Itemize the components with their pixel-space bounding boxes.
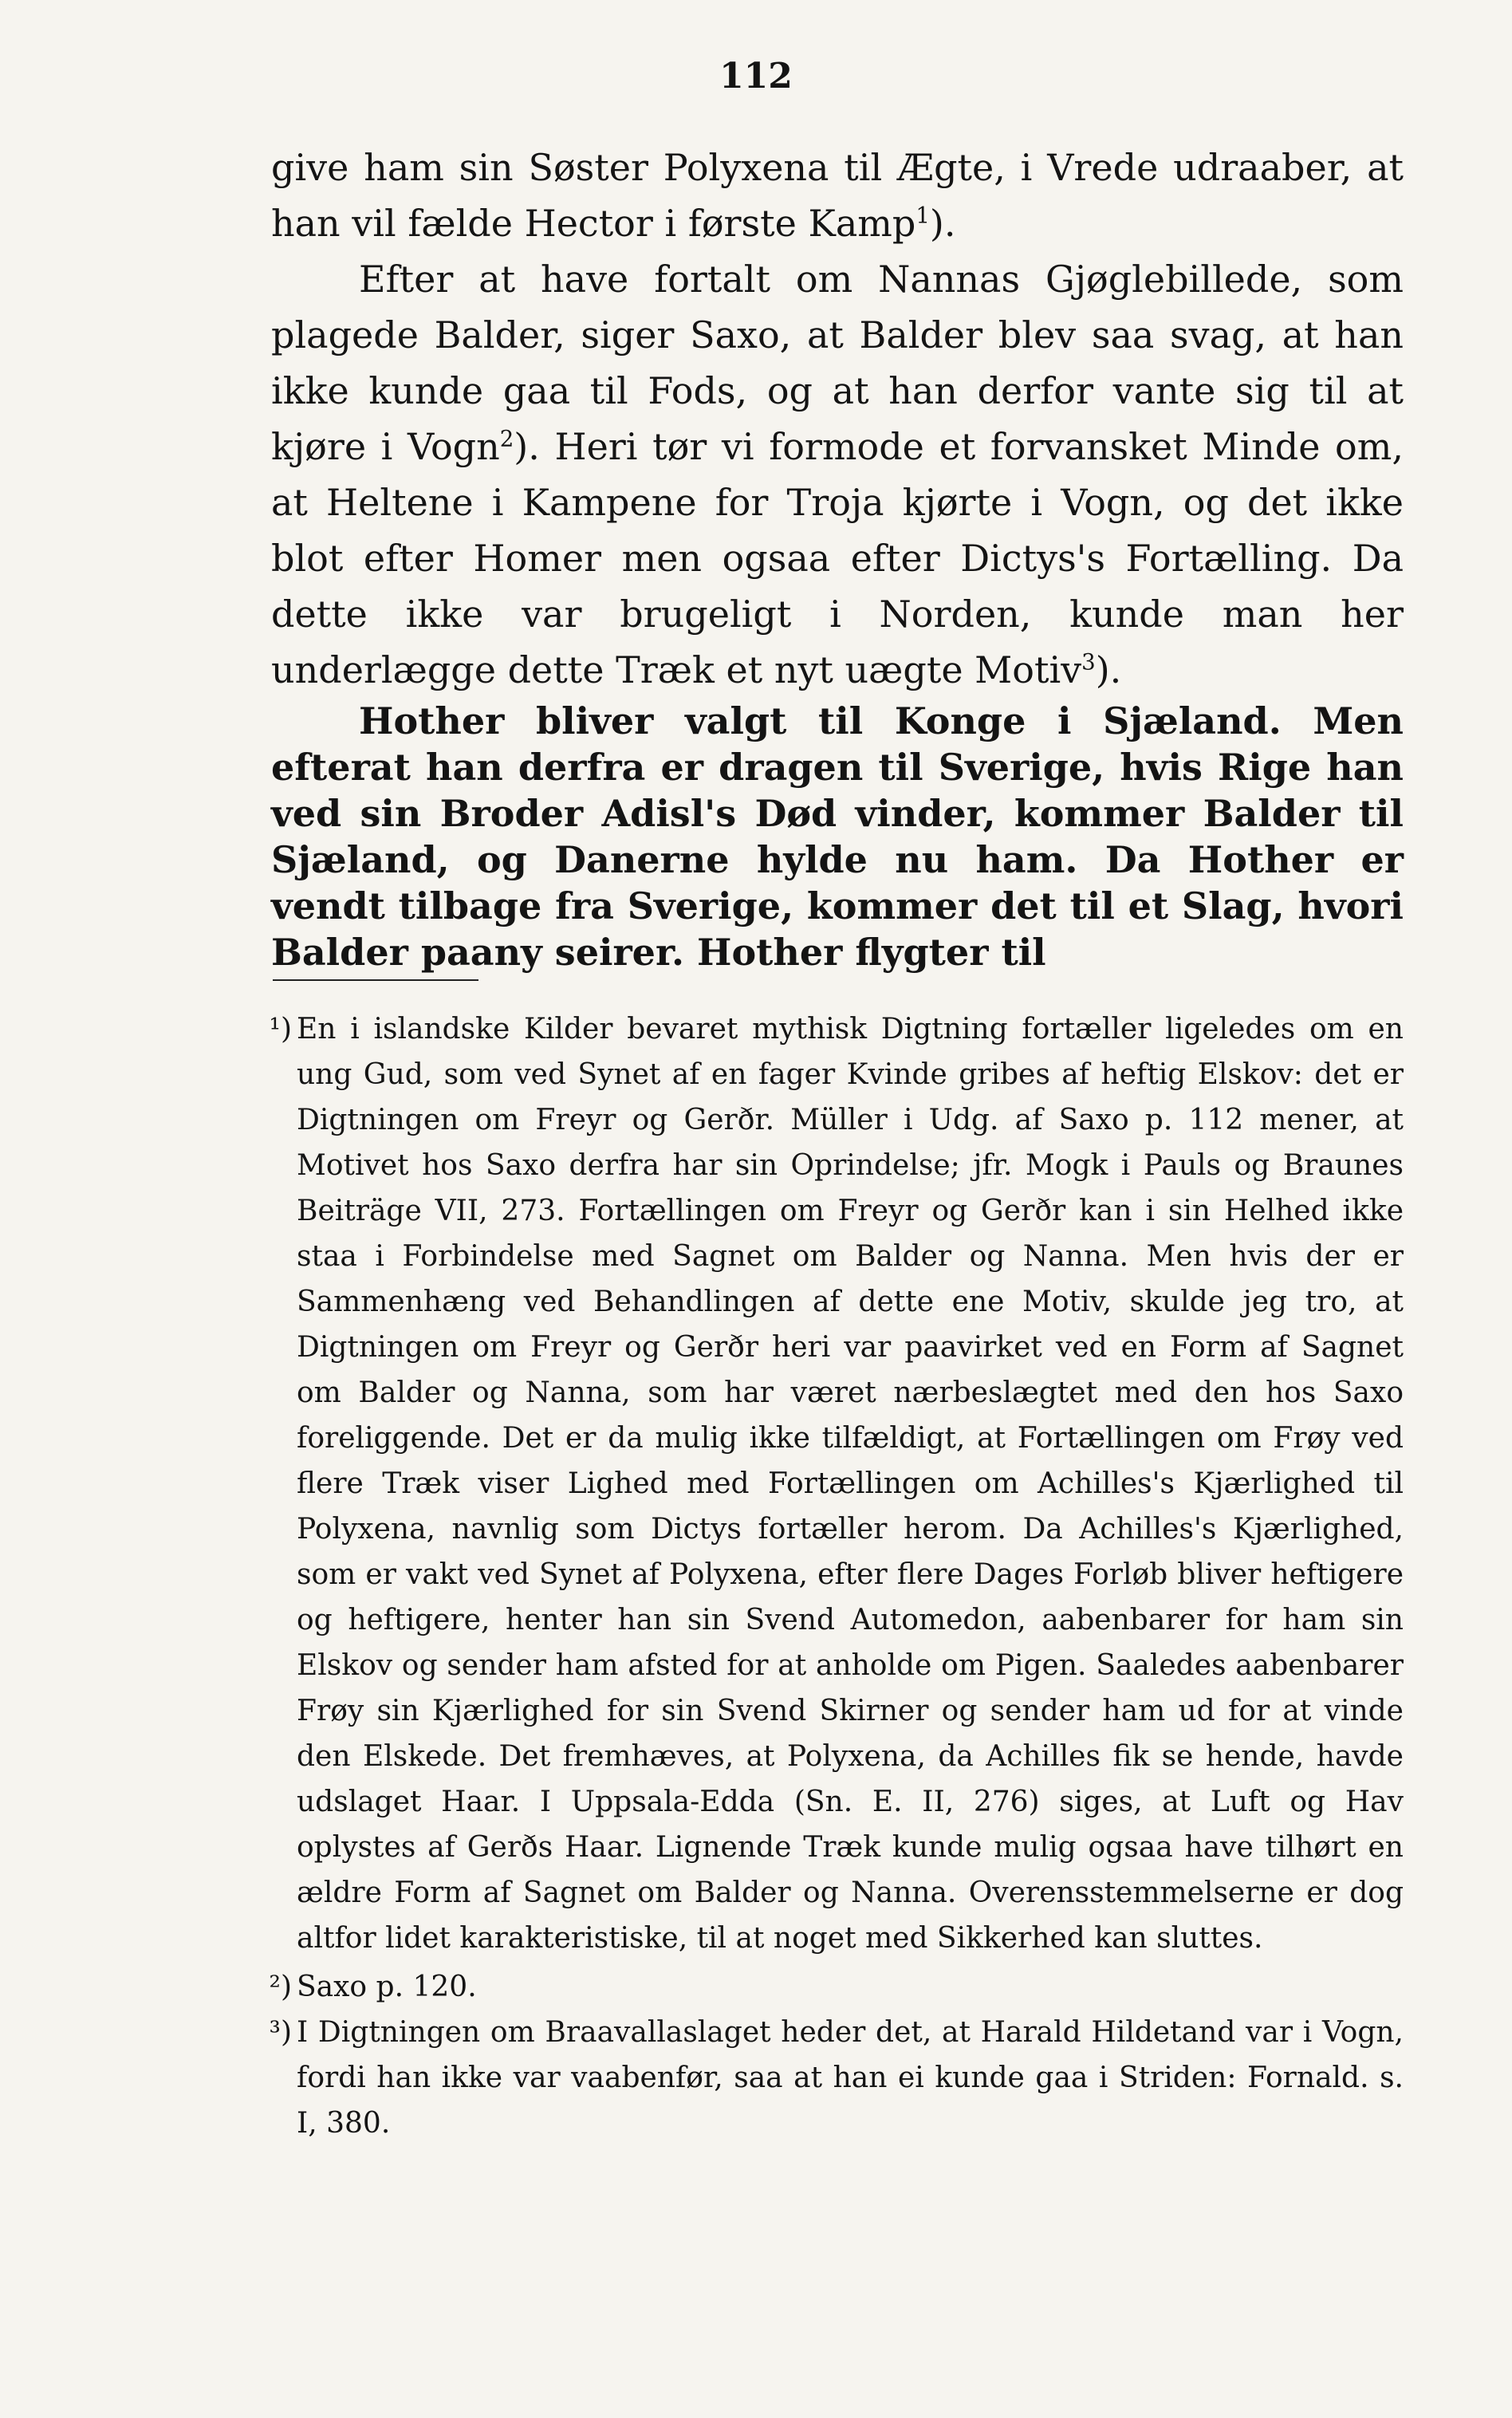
footnote-3: [269, 2010, 1404, 2146]
footnote-3-marker: ³): [269, 2016, 292, 2049]
paragraph-3: Hother bliver valgt til Konge i Sjæland. Men efterat han derfra er dragen til Sverige, hvis Rige han ved sin Broder Adisl's Død vinder, kommer Balder til Sjæland, og Danerne hylde nu ham. Da Hother er vendt tilbage fra Sverige, kommer det til et Slag, hvori Balder paany seirer. Hother flygter til: [271, 699, 1404, 974]
footnote-3-text: I Digtningen om Braavallaslaget heder det, at Harald Hildetand var i Vogn, fordi han ikke var vaabenfør, saa at han ei kunde gaa i Striden: Fornald. s. I, 380.: [297, 2016, 1404, 2140]
paragraph-1: [271, 140, 1404, 251]
paragraph-1-text: give ham sin Søster Polyxena til Ægte, i Vrede udraaber, at han vil fælde Hector i første Kamp: [271, 146, 1404, 245]
footnote-1: [269, 1006, 1404, 1961]
footnotes: [269, 1006, 1404, 2146]
footnote-ref-2: 2: [499, 425, 514, 452]
paragraph-2-text-b: ). Heri tør vi formode et forvansket Minde om, at Heltene i Kampene for Troja kjørte i Vogn, og det ikke blot efter Homer men ogsaa efter Dictys's Fortælling. Da dette ikke var brugeligt i Norden, kunde man her underlægge dette Træk et nyt uægte Motiv: [271, 425, 1404, 691]
paragraph-2-text-a: Efter at have fortalt om Nannas Gjøglebillede, som plagede Balder, siger Saxo, at Balder blev saa svag, at han ikke kunde gaa til Fods, og at han derfor vante sig til at kjøre i Vogn: [271, 258, 1404, 468]
paragraph-1-tail: ).: [929, 202, 956, 245]
page-number: 112: [719, 56, 793, 96]
main-text: [271, 140, 1404, 975]
footnote-ref-1: 1: [915, 202, 930, 229]
footnote-1-text: En i islandske Kilder bevaret mythisk Digtning fortæller ligeledes om en ung Gud, som ved Synet af en fager Kvinde gribes af heftig Elskov: det er Digtningen om Freyr og Gerðr. Müller i Udg. af Saxo p. 112 mener, at Motivet hos Saxo derfra har sin Oprindelse; jfr. Mogk i Pauls og Braunes Beiträge VII, 273. Fortællingen om Freyr og Gerðr kan i sin Helhed ikke staa i Forbindelse med Sagnet om Balder og Nanna. Men hvis der er Sammenhæng ved Behandlingen af dette ene Motiv, skulde jeg tro, at Digtningen om Freyr og Gerðr heri var paavirket ved en Form af Sagnet om Balder og Nanna, som har været nærbeslægtet med den hos Saxo foreliggende. Det er da mulig ikke tilfældigt, at Fortællingen om Frøy ved flere Træk viser Lighed med Fortællingen om Achilles's Kjærlighed til Polyxena, navnlig som Dictys fortæller herom. Da Achilles's Kjærlighed, som er vakt ved Synet af Polyxena, efter flere Dages Forløb bliver heftigere og heftigere, henter han sin Svend Automedon, aabenbarer for ham sin Elskov og sender ham afsted for at anholde om Pigen. Saaledes aabenbarer Frøy sin Kjærlighed for sin Svend Skirner og sender ham ud for at vinde den Elskede. Det fremhæves, at Polyxena, da Achilles fik se hende, havde udslaget Haar. I Uppsala-Edda (Sn. E. II, 276) siges, at Luft og Hav oplystes af Gerðs Haar. Lignende Træk kunde mulig ogsaa have tilhørt en ældre Form af Sagnet om Balder og Nanna. Overensstemmelserne er dog altfor lidet karakteristiske, til at noget med Sikkerhed kan sluttes.: [297, 1013, 1404, 1955]
footnote-2-text: Saxo p. 120.: [297, 1971, 477, 2003]
footnote-2: [269, 1964, 1404, 2010]
footnote-1-marker: ¹): [269, 1013, 292, 1046]
footnote-2-marker: ²): [269, 1971, 292, 2003]
footnote-separator: [273, 979, 478, 981]
footnote-ref-3: 3: [1081, 648, 1096, 675]
paragraph-2-tail: ).: [1095, 648, 1122, 691]
paragraph-2: [271, 251, 1404, 698]
